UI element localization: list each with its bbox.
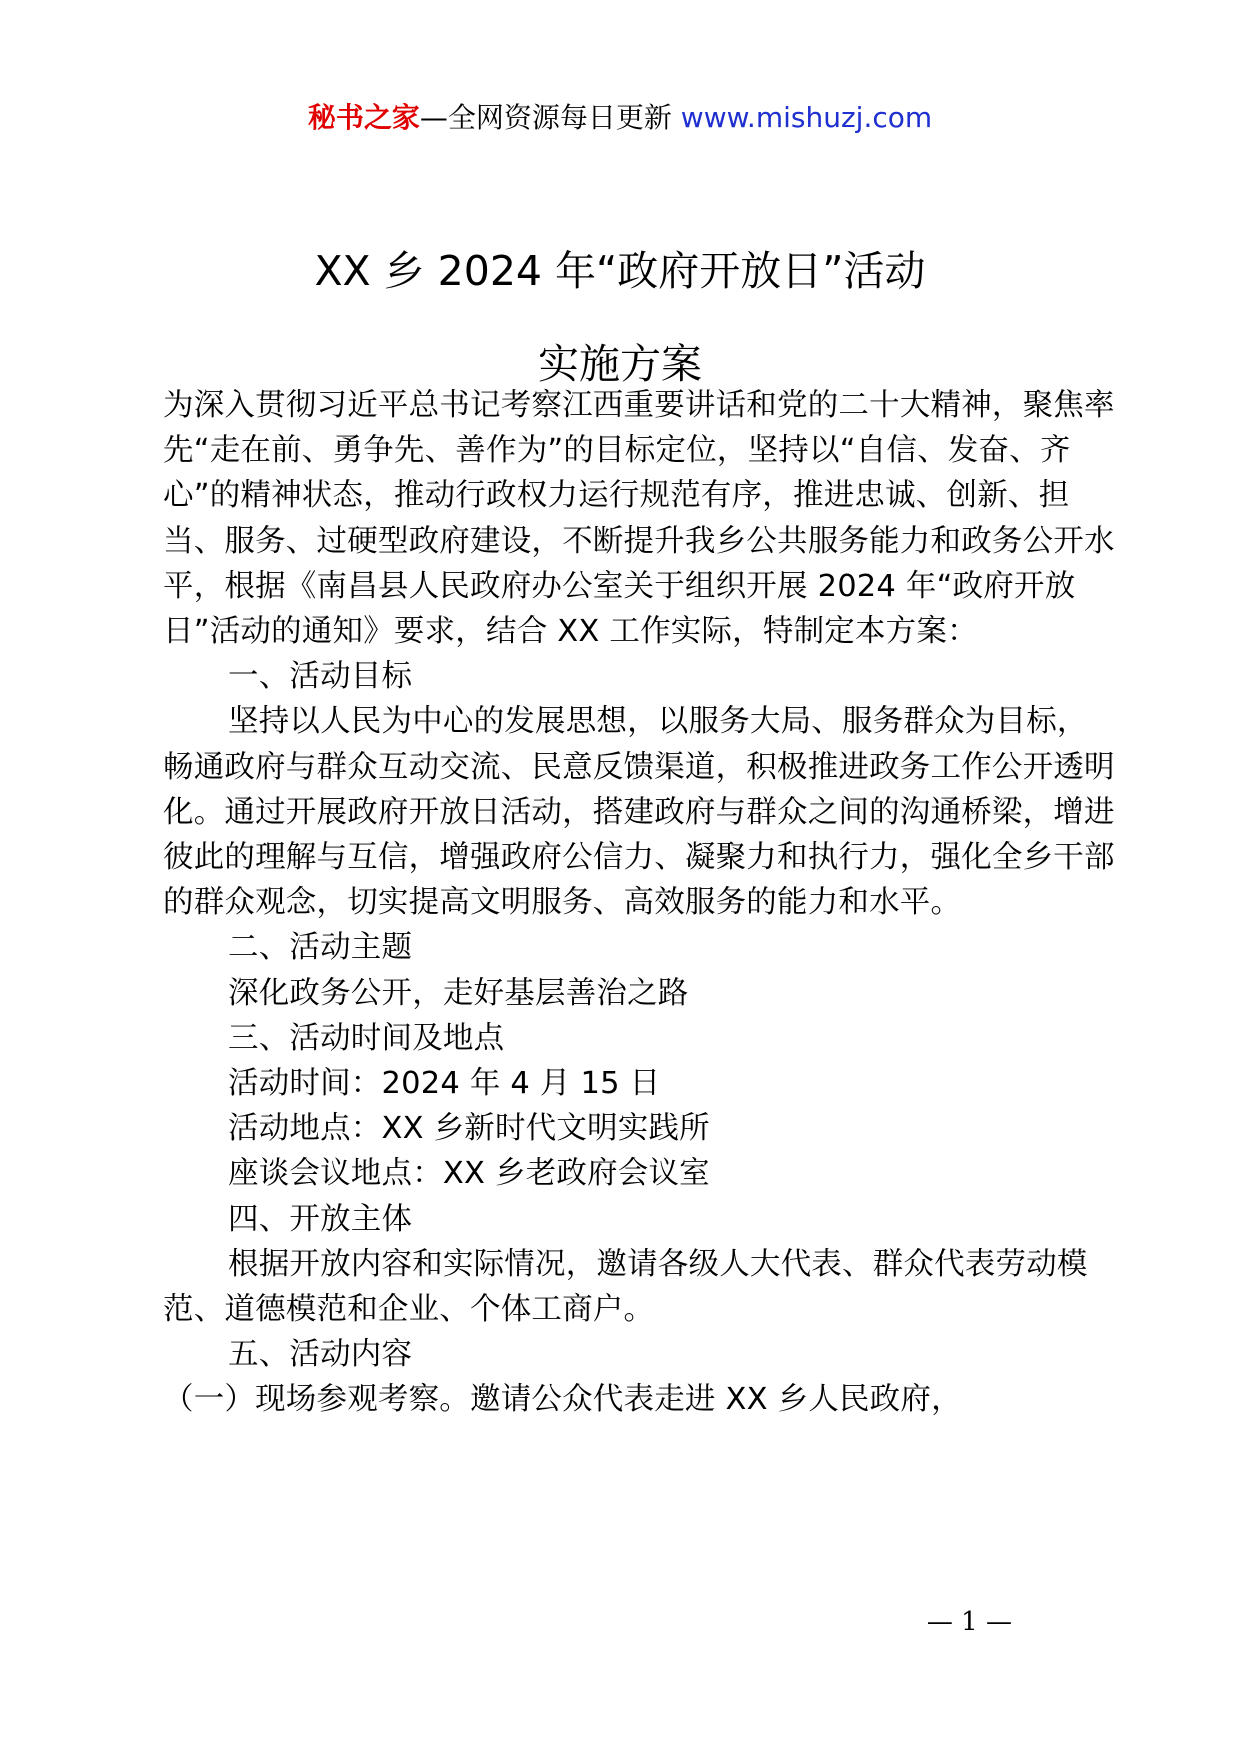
meeting-place: 座谈会议地点：XX 乡老政府会议室	[228, 1156, 710, 1192]
section-heading-goals: 一、活动目标	[228, 659, 413, 695]
document-title-line-2: 实施方案	[538, 340, 702, 388]
brand-name: 秘书之家	[307, 101, 420, 134]
site-url-link[interactable]: www.mishuzj.com	[680, 101, 933, 134]
activity-place: 活动地点：XX 乡新时代文明实践所	[228, 1111, 710, 1147]
theme-paragraph: 深化政务公开，走好基层善治之路	[228, 975, 689, 1011]
section-heading-time-place: 三、活动时间及地点	[228, 1020, 505, 1056]
section-heading-content: 五、活动内容	[228, 1337, 413, 1373]
section-heading-theme: 二、活动主题	[228, 930, 413, 966]
document-title-line-1: XX 乡 2024 年“政府开放日”活动	[314, 247, 926, 295]
content-item-1: （一）现场参观考察。邀请公众代表走进 XX 乡人民政府，	[163, 1382, 962, 1418]
participants-paragraph: 根据开放内容和实际情况，邀请各级人大代表、群众代表劳动模范、道德模范和企业、个体工商户。	[163, 1246, 1088, 1328]
activity-time: 活动时间：2024 年 4 月 15 日	[228, 1066, 661, 1102]
intro-paragraph: 为深入贯彻习近平总书记考察江西重要讲话和党的二十大精神，聚焦率先“走在前、勇争先、善作为”的目标定位，坚持以“自信、发奋、齐心”的精神状态，推动行政权力运行规范有序，推进忠诚、创新、担当、服务、过硬型政府建设，不断提升我乡公共服务能力和政务公开水平，根据《南昌县人民政府办公室关于组织开展 2024 年“政府开放日”活动的通知》要求，结合 XX 工作实际，特制定本方案：	[163, 388, 1115, 650]
header-tagline: —全网资源每日更新	[419, 101, 672, 134]
page-number: — 1 —	[926, 1607, 1012, 1637]
document-body	[163, 383, 1118, 1423]
section-heading-participants: 四、开放主体	[228, 1201, 413, 1237]
goals-paragraph: 坚持以人民为中心的发展思想，以服务大局、服务群众为目标，畅通政府与群众互动交流、民意反馈渠道，积极推进政务工作公开透明化。通过开展政府开放日活动，搭建政府与群众之间的沟通桥梁，增进彼此的理解与互信，增强政府公信力、凝聚力和执行力，强化全乡干部的群众观念，切实提高文明服务、高效服务的能力和水平。	[163, 704, 1115, 921]
site-header	[0, 98, 1240, 138]
